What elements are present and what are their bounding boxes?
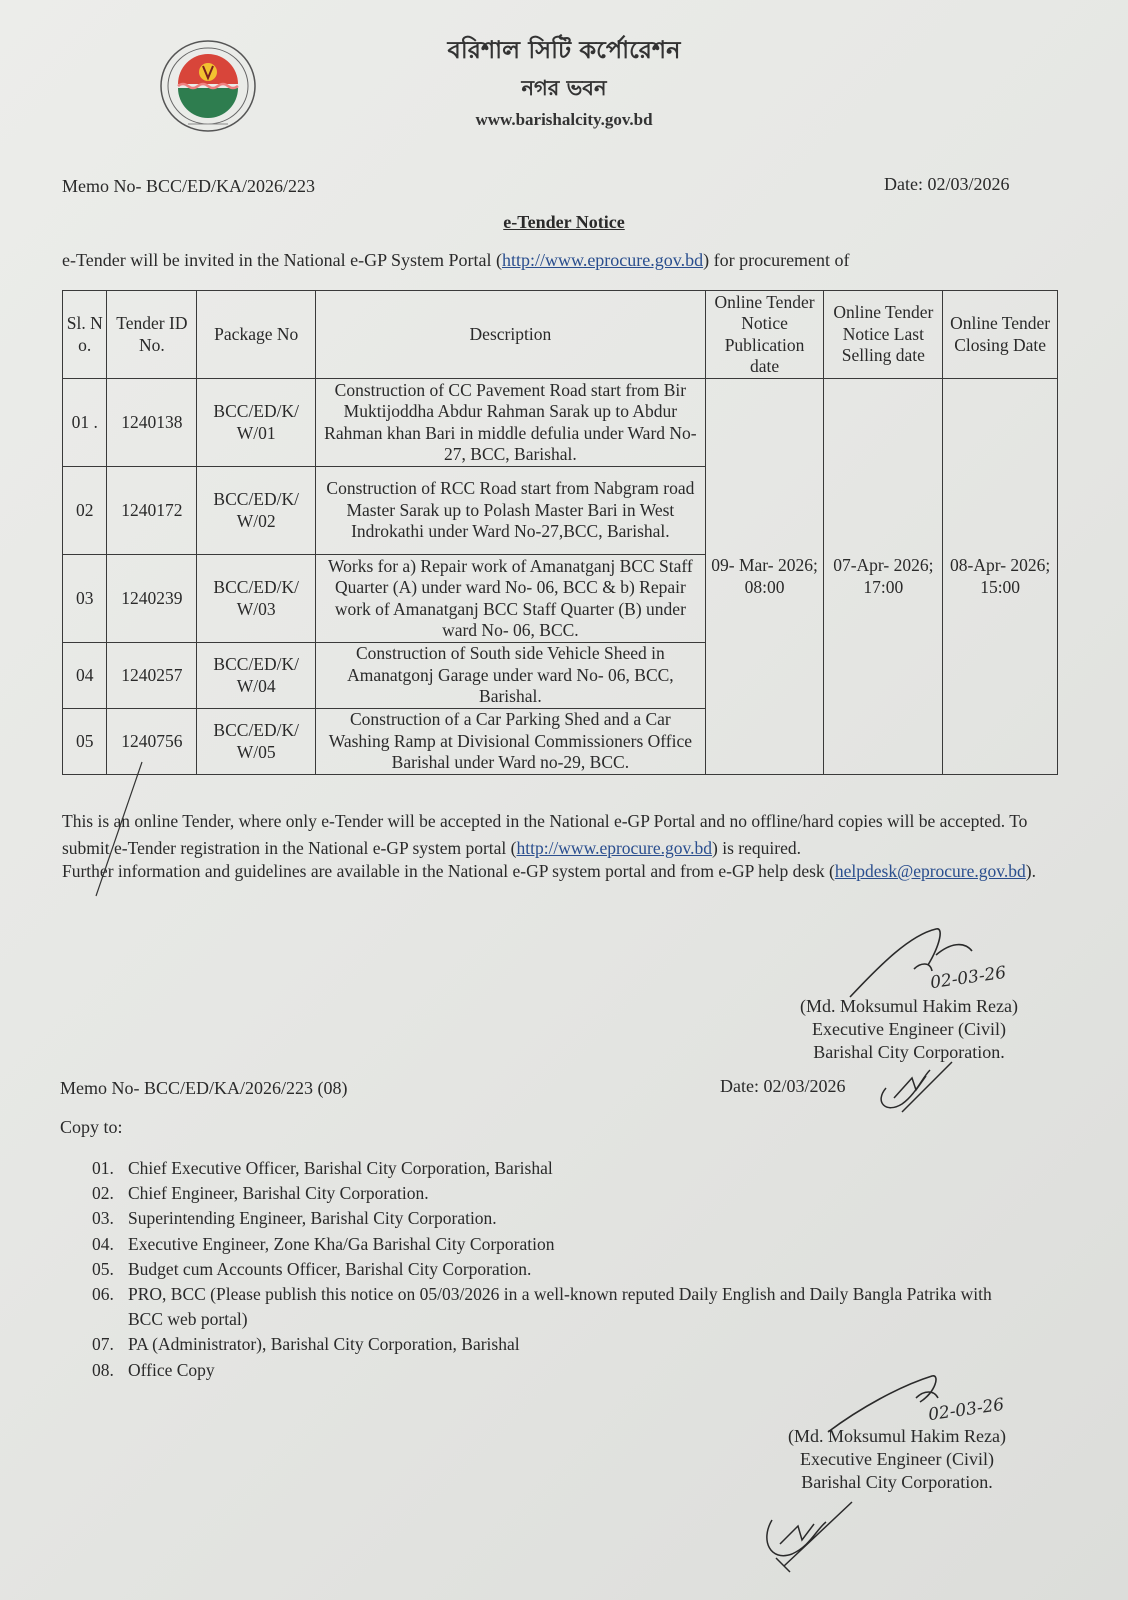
cell-tender-id: 1240257 xyxy=(107,643,197,709)
signatory-name: (Md. Moksumul Hakim Reza) xyxy=(800,996,1018,1016)
copy-to-label: Copy to: xyxy=(60,1117,123,1137)
memo-date: Date: 02/03/2026 xyxy=(884,174,1010,194)
cell-package: BCC/ED/K/ W/01 xyxy=(197,379,316,467)
item-number: 04. xyxy=(92,1233,114,1254)
memo-number-copy: Memo No- BCC/ED/KA/2026/223 (08) xyxy=(60,1078,348,1098)
list-item xyxy=(92,1282,1022,1332)
header-publication-date: Online Tender Notice Publication date xyxy=(705,291,824,379)
cell-tender-id: 1240138 xyxy=(107,379,197,467)
notice-title: e-Tender Notice xyxy=(503,212,625,232)
eprocure-link[interactable]: http://www.eprocure.gov.bd xyxy=(501,250,704,270)
cell-description: Construction of RCC Road start from Nabgram road Master Sarak up to Polash Master Bari in West Indrokathi under Ward No-27,BCC, Barishal. xyxy=(316,467,706,555)
organization-website: www.barishalcity.gov.bd xyxy=(475,110,653,129)
cell-description: Construction of a Car Parking Shed and a Car Washing Ramp at Divisional Commissioners Office Barishal under Ward no-29, BCC. xyxy=(316,709,706,775)
list-item xyxy=(92,1181,1022,1206)
organization-name: বরিশাল সিটি কর্পোরেশন xyxy=(447,36,681,64)
list-item xyxy=(92,1257,1022,1282)
signatory-name: (Md. Moksumul Hakim Reza) xyxy=(788,1426,1006,1446)
signatory-organization: Barishal City Corporation. xyxy=(813,1042,1005,1062)
signature-block xyxy=(800,995,1018,1064)
item-text: Superintending Engineer, Barishal City Corporation. xyxy=(128,1208,497,1229)
tender-table xyxy=(62,290,1058,775)
table-header-row xyxy=(63,291,1058,379)
header-tender-id: Tender ID No. xyxy=(107,291,197,379)
header-sl: Sl. N o. xyxy=(63,291,107,379)
item-text: Chief Executive Officer, Barishal City Corporation, Barishal xyxy=(128,1158,553,1178)
header-last-selling-date: Online Tender Notice Last Selling date xyxy=(824,291,943,379)
paragraph-text: This is an online Tender, where only e-Tender will be accepted in the National e-GP Portal and no offline/hard copies will be accepted. To submit e-Tender registration in the National e-GP system portal ( xyxy=(62,811,1028,858)
memo-number: Memo No- BCC/ED/KA/2026/223 xyxy=(62,176,316,196)
intro-after: ) for procurement of xyxy=(703,250,850,270)
copy-to-list xyxy=(92,1156,1022,1383)
initial-scribble xyxy=(872,1058,962,1118)
paragraph-text: ). xyxy=(1025,861,1036,881)
cell-sl: 05 xyxy=(63,709,107,775)
cell-package: BCC/ED/K/ W/05 xyxy=(197,709,316,775)
list-item xyxy=(92,1156,1022,1181)
cell-closing-date: 08-Apr- 2026; 15:00 xyxy=(943,379,1058,775)
online-tender-paragraph xyxy=(62,808,1062,862)
cell-tender-id: 1240172 xyxy=(107,467,197,555)
item-text: Chief Engineer, Barishal City Corporation. xyxy=(128,1183,429,1204)
further-info-paragraph xyxy=(62,858,1062,885)
pen-stroke-mark xyxy=(90,760,150,900)
cell-tender-id: 1240756 xyxy=(107,709,197,775)
handwritten-date: 02-03-26 xyxy=(928,962,1008,994)
cell-description: Works for a) Repair work of Amanatganj BCC Staff Quarter (A) under ward No- 06, BCC & b) Repair work of Amanatganj BCC Staff Quarter (B) under ward No- 06, BCC. xyxy=(316,555,706,643)
item-number: 03. xyxy=(92,1208,114,1229)
item-text: Budget cum Accounts Officer, Barishal City Corporation. xyxy=(128,1258,532,1279)
item-text: Office Copy xyxy=(128,1359,215,1380)
initial-scribble xyxy=(756,1500,866,1580)
item-text: Executive Engineer, Zone Kha/Ga Barishal City Corporation xyxy=(128,1233,555,1254)
organization-subtitle: নগর ভবন xyxy=(521,76,607,100)
paragraph-text: Further information and guidelines are available in the National e-GP system portal and from e-GP help desk ( xyxy=(62,861,835,881)
cell-description: Construction of CC Pavement Road start from Bir Muktijoddha Abdur Rahman Sarak up to Abdur Rahman khan Bari in middle defulia under Ward No-27, BCC, Barishal. xyxy=(316,379,706,467)
intro-before: e-Tender will be invited in the National e-GP System Portal ( xyxy=(62,250,502,270)
item-number: 07. xyxy=(92,1334,114,1355)
cell-tender-id: 1240239 xyxy=(107,555,197,643)
signature-scribble xyxy=(840,925,1040,1005)
cell-sl: 03 xyxy=(63,555,107,643)
item-number: 08. xyxy=(92,1359,114,1380)
item-text: PA (Administrator), Barishal City Corporation, Barishal xyxy=(128,1334,520,1355)
cell-sl: 01 . xyxy=(63,379,107,467)
item-number: 05. xyxy=(92,1258,114,1279)
cell-package: BCC/ED/K/ W/04 xyxy=(197,643,316,709)
memo-date-copy: Date: 02/03/2026 xyxy=(720,1076,846,1096)
cell-publication-date: 09- Mar- 2026; 08:00 xyxy=(705,379,824,775)
signatory-designation: Executive Engineer (Civil) xyxy=(800,1449,994,1469)
signature-block xyxy=(788,1425,1006,1494)
list-item xyxy=(92,1232,1022,1257)
cell-package: BCC/ED/K/ W/02 xyxy=(197,467,316,555)
cell-description: Construction of South side Vehicle Sheed in Amanatgonj Garage under ward No- 06, BCC, Barishal. xyxy=(316,643,706,709)
helpdesk-email-link[interactable]: helpdesk@eprocure.gov.bd xyxy=(834,861,1026,881)
list-item xyxy=(92,1206,1022,1231)
table-row xyxy=(63,379,1058,467)
list-item xyxy=(92,1332,1022,1357)
handwritten-date: 02-03-26 xyxy=(926,1394,1006,1426)
cell-sl: 04 xyxy=(63,643,107,709)
paragraph-text: ) is required. xyxy=(712,838,801,858)
item-number: 01. xyxy=(92,1158,114,1178)
signatory-organization: Barishal City Corporation. xyxy=(801,1472,993,1492)
cell-package: BCC/ED/K/ W/03 xyxy=(197,555,316,643)
header-description: Description xyxy=(316,291,706,379)
cell-last-selling-date: 07-Apr- 2026; 17:00 xyxy=(824,379,943,775)
intro-text xyxy=(62,250,850,271)
header-closing-date: Online Tender Closing Date xyxy=(943,291,1058,379)
signatory-designation: Executive Engineer (Civil) xyxy=(812,1019,1006,1039)
item-number: 02. xyxy=(92,1183,114,1204)
header-package: Package No xyxy=(197,291,316,379)
eprocure-link[interactable]: http://www.eprocure.gov.bd xyxy=(516,838,713,858)
cell-sl: 02 xyxy=(63,467,107,555)
item-text: PRO, BCC (Please publish this notice on 05/03/2026 in a well-known reputed Daily English and Daily Bangla Patrika with BCC web portal) xyxy=(128,1284,992,1330)
item-number: 06. xyxy=(92,1284,114,1305)
